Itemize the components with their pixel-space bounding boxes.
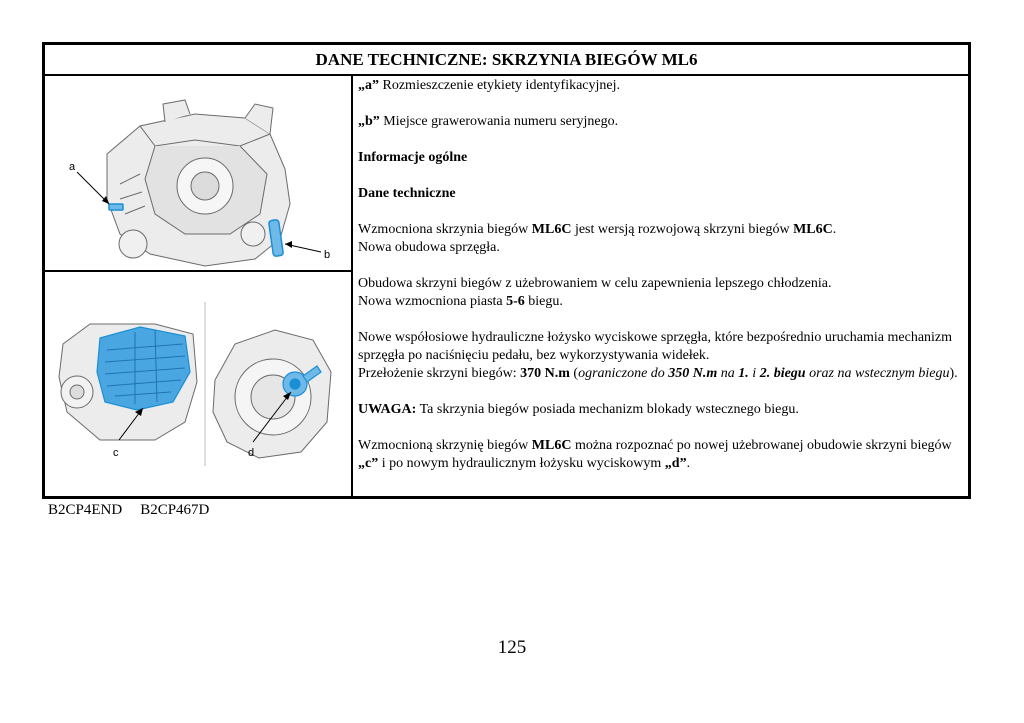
gearbox-figure-bottom (45, 272, 353, 499)
figure-code: B2CP4END (48, 502, 123, 518)
label-c: c (113, 447, 119, 459)
tech-data-table (42, 42, 971, 499)
heading-general-info: Informacje ogólne (358, 150, 468, 165)
paragraph-a: „a” Rozmieszczenie etykiety identyfikacyjnej. (358, 78, 621, 93)
gearbox-illustration (45, 74, 351, 270)
paragraph-clutch-housing: Nowa obudowa sprzęgła. (358, 240, 500, 255)
gearbox-figure-top (45, 74, 353, 272)
paragraph-hub: Nowa wzmocniona piasta 5-6 biegu. (358, 294, 563, 309)
paragraph-bearing: Nowe współosiowe hydrauliczne łożysko wyciskowe sprzęgła, które bezpośrednio uruchamia mechanizm sprzęgła po naciśnięciu pedału, bez wykorzystywania widełek. (358, 330, 953, 363)
label-b: b (324, 249, 331, 261)
page-number: 125 (497, 637, 527, 658)
figure-codes (48, 502, 227, 519)
gearbox-detail-illustration (45, 272, 351, 497)
paragraph-identification: Wzmocnioną skrzynię biegów ML6C można rozpoznać po nowej użebrowanej obudowie skrzyni biegów „c” i po nowym hydraulicznym łożysku wyciskowym „d”. (358, 438, 952, 471)
paragraph-ribbed-housing: Obudowa skrzyni biegów z użebrowaniem w celu zapewnienia lepszego chłodzenia. (358, 276, 832, 291)
label-a: a (69, 161, 76, 173)
label-d: d (248, 447, 255, 459)
description-text (358, 77, 968, 473)
heading-technical-data: Dane techniczne (358, 186, 456, 201)
paragraph-torque: Przełożenie skrzyni biegów: 370 N.m (ograniczone do 350 N.m na 1. i 2. biegu oraz na wstecznym biegu). (358, 366, 958, 381)
paragraph-warning: UWAGA: Ta skrzynia biegów posiada mechanizm blokady wstecznego biegu. (358, 402, 799, 417)
page-title: DANE TECHNICZNE: SKRZYNIA BIEGÓW ML6 (45, 45, 968, 76)
paragraph-ml6c: Wzmocniona skrzynia biegów ML6C jest wersją rozwojową skrzyni biegów ML6C. (358, 222, 837, 237)
paragraph-b: „b” Miejsce grawerowania numeru seryjnego. (358, 114, 619, 129)
figure-code: B2CP467D (140, 502, 210, 518)
